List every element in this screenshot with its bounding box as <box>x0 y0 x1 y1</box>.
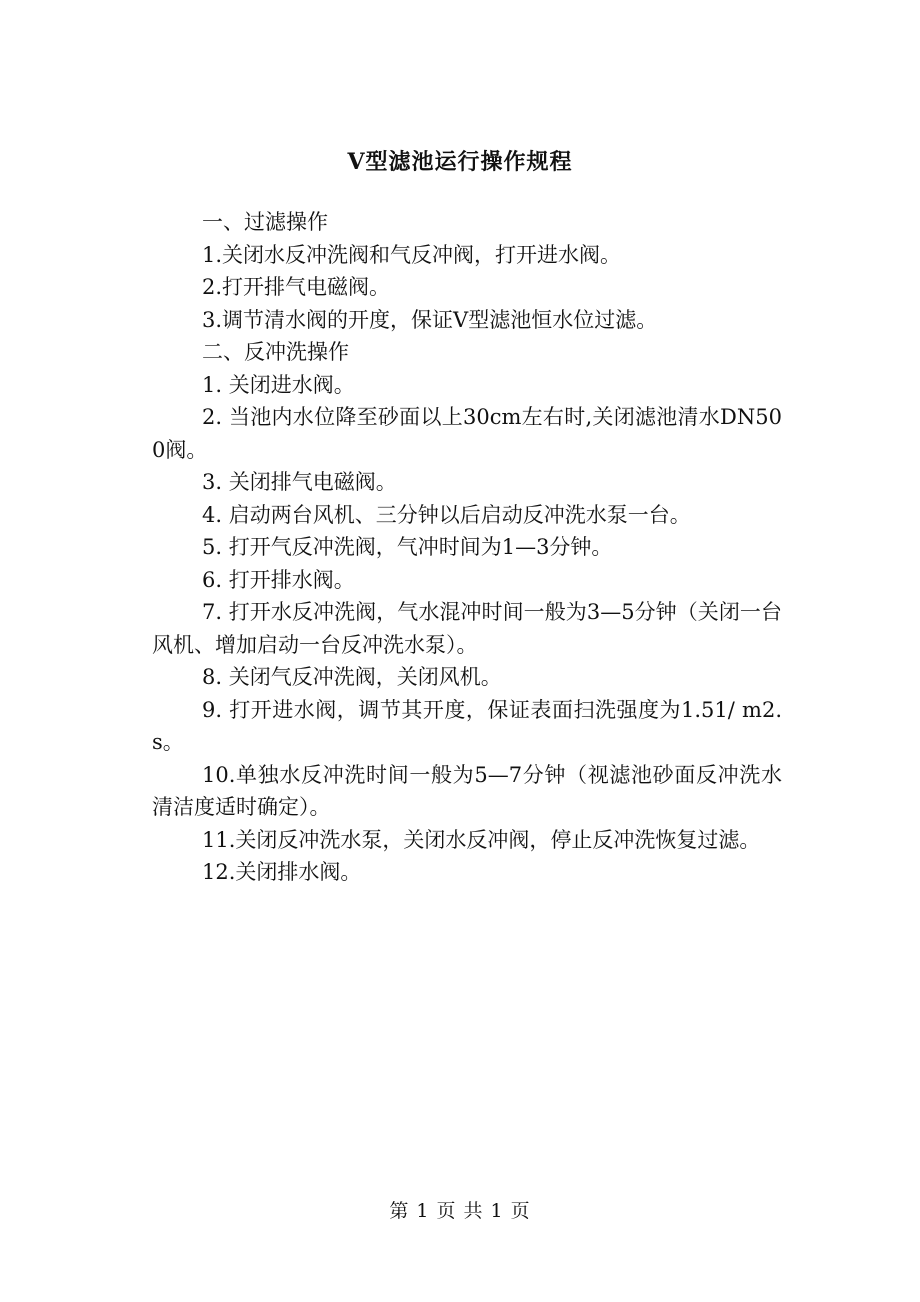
paragraph: 10.单独水反冲洗时间一般为5—7分钟（视滤池砂面反冲洗水清洁度适时确定）。 <box>152 762 782 819</box>
paragraph: 6. 打开排水阀。 <box>202 567 355 592</box>
section-heading-filtration: 一、过滤操作 <box>202 210 328 234</box>
paragraph: 12.关闭排水阀。 <box>202 860 362 884</box>
paragraph: 4. 启动两台风机、三分钟以后启动反冲洗水泵一台。 <box>202 502 691 527</box>
paragraph: 9. 打开进水阀，调节其开度，保证表面扫洗强度为1.51/ m2.s。 <box>152 697 782 754</box>
paragraph: 1.关闭水反冲洗阀和气反冲阀，打开进水阀。 <box>202 242 622 267</box>
paragraph: 2. 当池内水位降至砂面以上30cm左右时,关闭滤池清水DN500阀。 <box>152 405 782 462</box>
page-footer: 第 1 页 共 1 页 <box>389 1200 531 1222</box>
paragraph: 2.打开排气电磁阀。 <box>202 275 391 299</box>
paragraph: 7. 打开水反冲洗阀，气水混冲时间一般为3—5分钟（关闭一台风机、增加启动一台反冲洗水泵）。 <box>152 600 782 657</box>
paragraph: 3. 关闭排气电磁阀。 <box>202 470 397 494</box>
paragraph: 11.关闭反冲洗水泵，关闭水反冲阀，停止反冲洗恢复过滤。 <box>202 827 761 852</box>
paragraph: 5. 打开气反冲洗阀，气冲时间为1—3分钟。 <box>202 535 613 559</box>
section-heading-backwash: 二、反冲洗操作 <box>202 340 349 364</box>
paragraph: 8. 关闭气反冲洗阀，关闭风机。 <box>202 665 502 689</box>
document-title: V型滤池运行操作规程 <box>347 149 573 175</box>
paragraph: 1. 关闭进水阀。 <box>202 372 355 397</box>
paragraph: 3.调节清水阀的开度，保证V型滤池恒水位过滤。 <box>202 307 658 332</box>
document-body <box>152 206 782 889</box>
